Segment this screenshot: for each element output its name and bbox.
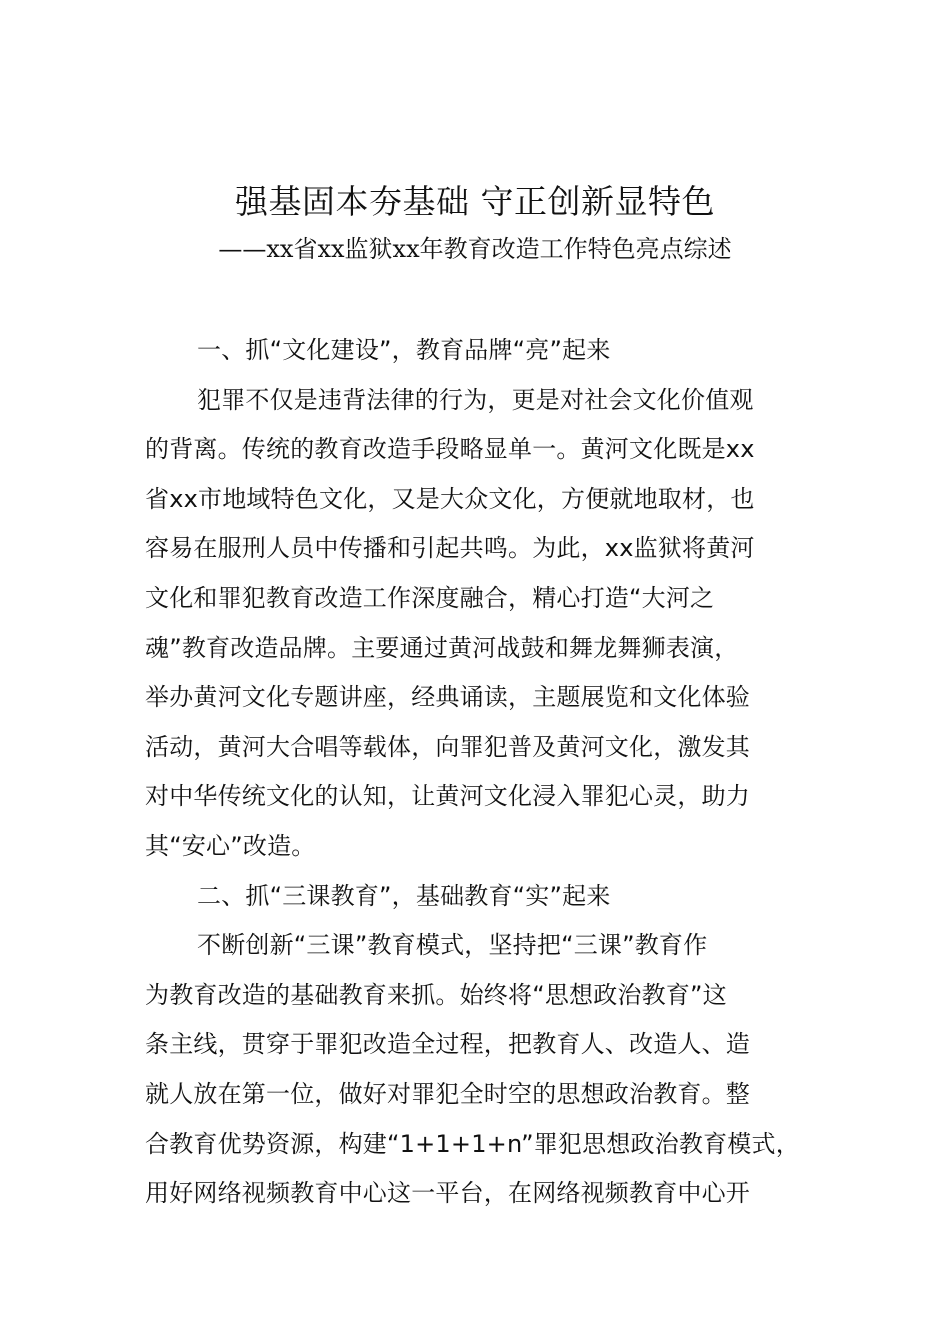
paragraph-line: 为教育改造的基础教育来抓。始终将“思想政治教育”这	[145, 980, 727, 1009]
document-title: 强基固本夯基础 守正创新显特色	[235, 182, 715, 221]
paragraph-line: 文化和罪犯教育改造工作深度融合，精心打造“大河之	[145, 583, 715, 612]
paragraph-line: 活动，黄河大合唱等载体，向罪犯普及黄河文化，激发其	[145, 732, 750, 761]
section-heading-1: 一、抓“文化建设”，教育品牌“亮”起来	[197, 336, 611, 364]
section-heading-2: 二、抓“三课教育”，基础教育“实”起来	[197, 881, 611, 910]
paragraph-line: 条主线，贯穿于罪犯改造全过程，把教育人、改造人、造	[145, 1030, 750, 1059]
paragraph-line: 其“安心”改造。	[145, 831, 316, 860]
document-subtitle: ——xx省xx监狱xx年教育改造工作特色亮点综述	[218, 235, 732, 263]
paragraph-line: 的背离。传统的教育改造手段略显单一。黄河文化既是xx	[145, 435, 755, 464]
paragraph-line: 举办黄河文化专题讲座，经典诵读，主题展览和文化体验	[145, 683, 750, 712]
paragraph-line: 省xx市地域特色文化，又是大众文化，方便就地取材，也	[145, 484, 755, 513]
paragraph-line: 用好网络视频教育中心这一平台，在网络视频教育中心开	[145, 1179, 750, 1208]
paragraph-line: 就人放在第一位，做好对罪犯全时空的思想政治教育。整	[145, 1079, 750, 1108]
paragraph-line: 犯罪不仅是违背法律的行为，更是对社会文化价值观	[197, 385, 754, 414]
document-body	[145, 326, 810, 1219]
paragraph-line: 对中华传统文化的认知，让黄河文化浸入罪犯心灵，助力	[145, 782, 750, 811]
paragraph-line: 魂”教育改造品牌。主要通过黄河战鼓和舞龙舞狮表演，	[145, 633, 739, 662]
paragraph-line: 不断创新“三课”教育模式，坚持把“三课”教育作	[197, 931, 708, 960]
paragraph-line: 合教育优势资源，构建“1+1+1+n”罪犯思想政治教育模式，	[145, 1129, 800, 1158]
paragraph-line: 容易在服刑人员中传播和引起共鸣。为此，xx监狱将黄河	[145, 534, 755, 563]
